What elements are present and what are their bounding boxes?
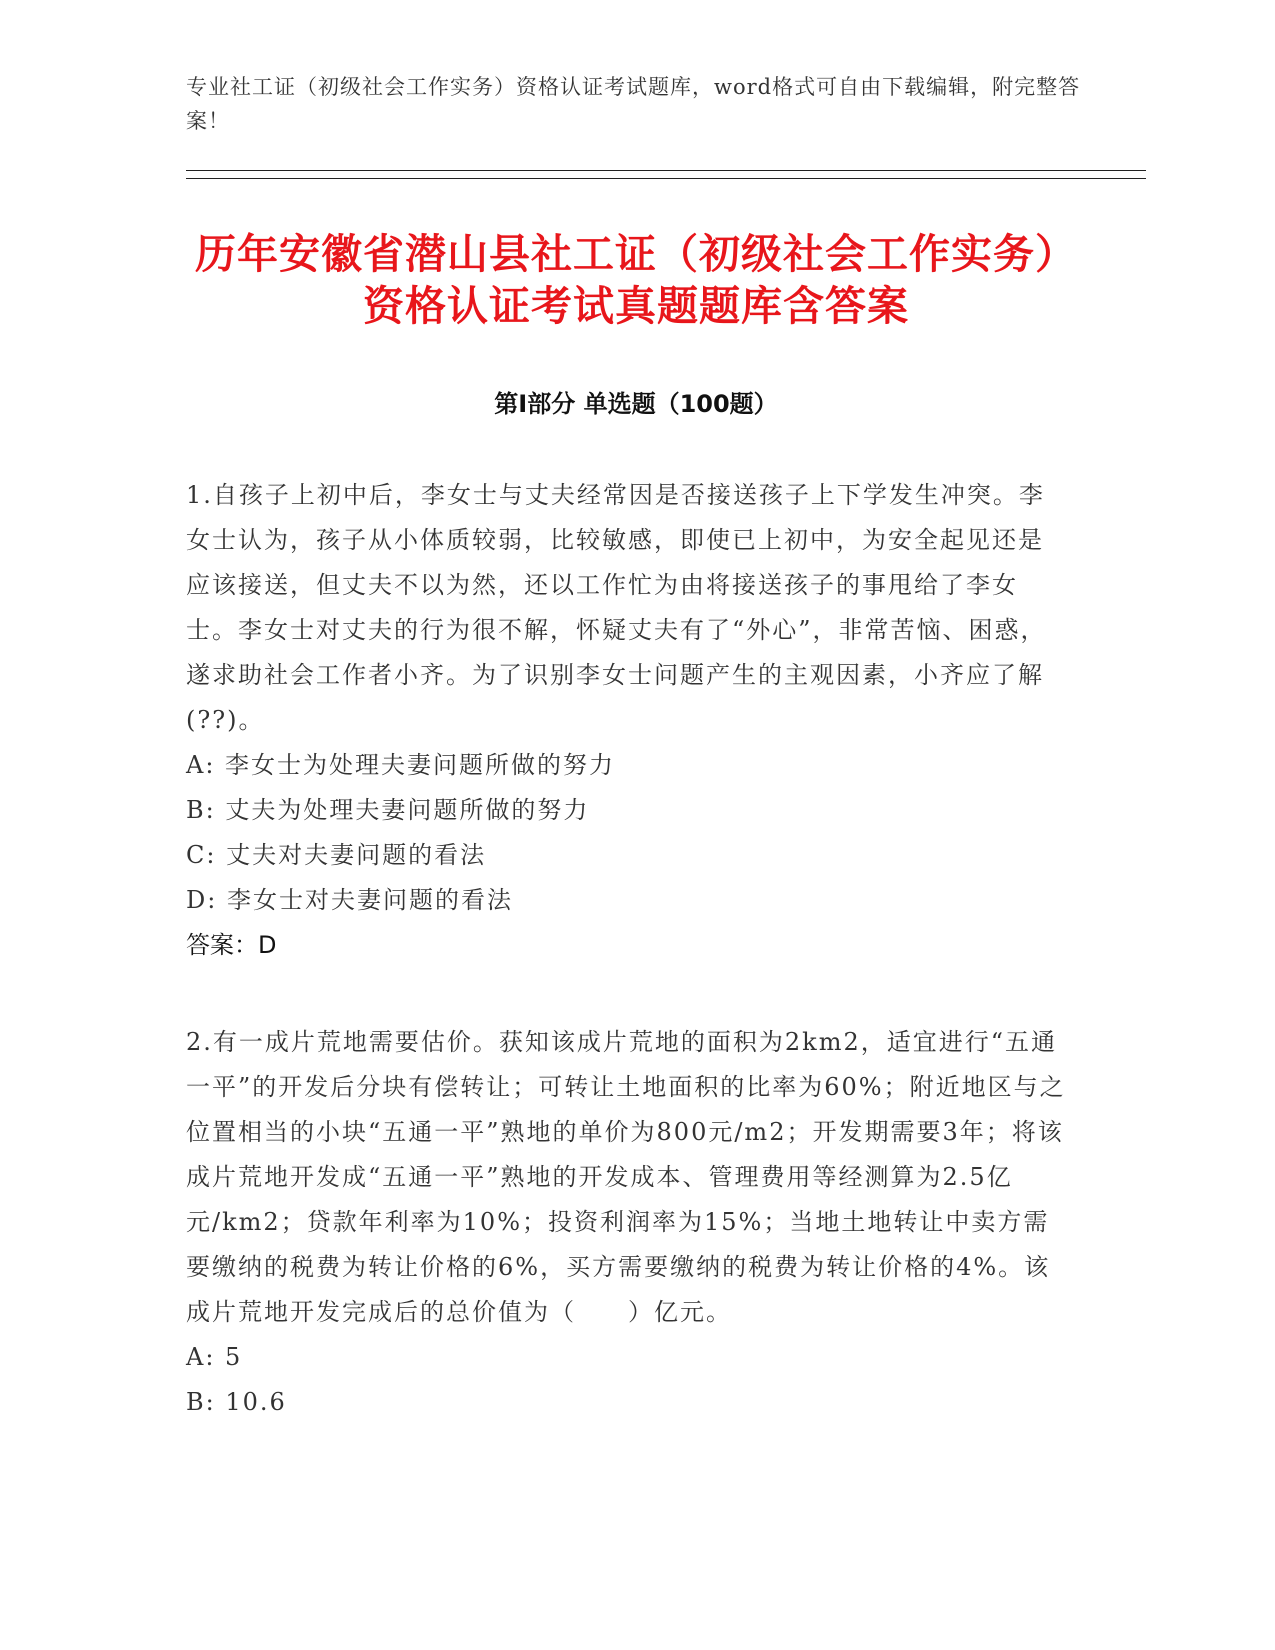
option-a: A: 5 <box>186 1343 243 1371</box>
header-divider-bottom <box>186 178 1146 179</box>
option-a: A: 李女士为处理夫妻问题所做的努力 <box>186 751 616 779</box>
section-title: 第Ⅰ部分 单选题（100题） <box>494 390 778 418</box>
option-b: B: 丈夫为处理夫妻问题所做的努力 <box>186 796 590 824</box>
option-c: C: 丈夫对夫妻问题的看法 <box>186 841 487 869</box>
header-divider-top <box>186 170 1146 171</box>
answer-line: 答案：D <box>186 931 277 959</box>
option-b: B: 10.6 <box>186 1388 287 1416</box>
question-stem: 2.有一成片荒地需要估价。获知该成片荒地的面积为2km2，适宜进行“五通一平”的开发后分块有偿转让；可转让土地面积的比率为60%；附近地区与之位置相当的小块“五通一平”熟地的单价为800元/m2；开发期需要3年；将该成片荒地开发成“五通一平”熟地的开发成本、管理费用等经测算为2.5亿元/km2；贷款年利率为10%；投资利润率为15%；当地土地转让中卖方需要缴纳的税费为转让价格的6%，买方需要缴纳的税费为转让价格的4%。该成片荒地开发完成后的总价值为（ ）亿元。 <box>186 1028 1066 1326</box>
question-1 <box>186 473 1066 968</box>
option-d: D: 李女士对夫妻问题的看法 <box>186 886 513 914</box>
header-note: 专业社工证（初级社会工作实务）资格认证考试题库，word格式可自由下载编辑，附完整答案！ <box>186 75 1081 133</box>
document-title: 历年安徽省潜山县社工证（初级社会工作实务）资格认证考试真题题库含答案 <box>195 230 1077 330</box>
question-2 <box>186 1020 1066 1425</box>
question-stem: 1.自孩子上初中后，李女士与丈夫经常因是否接送孩子上下学发生冲突。李女士认为，孩子从小体质较弱，比较敏感，即使已上初中，为安全起见还是应该接送，但丈夫不以为然，还以工作忙为由将接送孩子的事甩给了李女士。李女士对丈夫的行为很不解，怀疑丈夫有了“外心”，非常苦恼、困惑，遂求助社会工作者小齐。为了识别李女士问题产生的主观因素，小齐应了解(??)。 <box>186 481 1047 734</box>
